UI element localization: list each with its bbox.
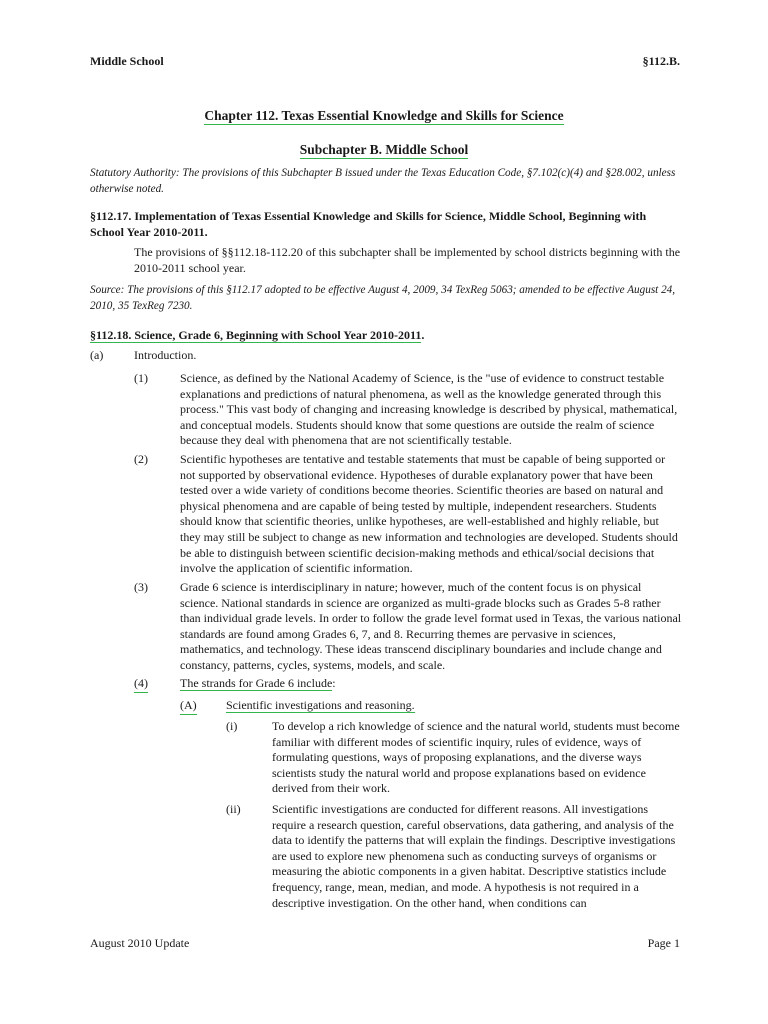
section-112-18-heading: §112.18. Science, Grade 6, Beginning with School Year 2010-2011. [90,328,425,342]
sub-list-item-label: (ii) [226,802,241,816]
list-item-text: Science, as defined by the National Academy of Science, is the "use of evidence to construct testable explanations and predictions of natural phenomena, as well as the knowledge generated through this process." This vast body of changing and increasing knowledge is described by physical, mathematical, and conceptual models. Students should know that some questions are outside the realm of science because they deal with phenomena that are not scientifically testable. [180,371,678,448]
sub-list-item [226,719,682,797]
chapter-title: Chapter 112. Texas Essential Knowledge and Skills for Science [204,108,564,123]
header-left: Middle School [90,54,164,68]
list-item [134,676,682,692]
page-number: Page 1 [647,936,680,950]
list-item [134,371,682,449]
list-item-text: Scientific hypotheses are tentative and testable statements that must be capable of being supported or not supported by observational evidence. Hypotheses of durable explanatory power that have been tested over a wide variety of conditions become theories. Scientific theories are based on natural and physical phenomena and are capable of being tested by multiple, independent researchers. Students should know that scientific theories, unlike hypotheses, are well-established and highly reliable, but they may still be subject to change as new information and technologies are developed. Students should be able to distinguish between scientific decision-making methods and ethical/social decisions that involve the application of scientific information. [180,452,678,576]
running-header [90,54,680,69]
page-footer [90,936,680,951]
list-item-label: (4) [134,676,148,693]
statutory-authority: Statutory Authority: The provisions of this Subchapter B issued under the Texas Education Code, §7.102(c)(4) and §28.002, unless otherwise noted. [90,167,676,195]
list-item [134,452,682,577]
list-item-text: The strands for Grade 6 include: [180,676,336,690]
list-item-label: (1) [134,371,148,385]
strand-a-title: Scientific investigations and reasoning. [226,698,415,712]
sub-list-item-text: To develop a rich knowledge of science and the natural world, students must become familiar with different modes of scientific inquiry, rules of evidence, ways of formulating questions, ways of proposing explanations, and the diverse ways scientists study the natural world and propose explanations based on evidence derived from their work. [272,719,680,796]
list-item-label: (3) [134,580,148,594]
header-right: §112.B. [642,54,680,68]
strand-a-label: (A) [180,698,197,715]
footer-left: August 2010 Update [90,936,190,950]
list-item [134,580,682,674]
section-112-17-source: Source: The provisions of this §112.17 adopted to be effective August 4, 2009, 34 TexReg 5063; amended to be effective August 24, 2010, 35 TexReg 7230. [90,284,676,312]
strand-a [180,698,682,714]
sub-list-item [226,802,682,911]
sub-list-item-text: Scientific investigations are conducted for different reasons. All investigations require a research question, careful observations, data gathering, and analysis of the data to identify the patterns that will explain the findings. Descriptive investigations are used to explore new phenomena such as conducting surveys of organisms or measuring the abiotic components in a given habitat. Descriptive statistics include frequency, range, mean, median, and mode. A hypothesis is not required in a descriptive investigation. On the other hand, when conditions can [272,802,676,910]
list-item-label: (2) [134,452,148,466]
subsection-a-title: Introduction. [134,348,197,362]
sub-list-item-label: (i) [226,719,238,733]
section-112-17-heading: §112.17. Implementation of Texas Essential Knowledge and Skills for Science, Middle School, Beginning with School Year 2010-2011. [90,209,647,239]
subsection-a-label: (a) [90,348,104,362]
list-item-text: Grade 6 science is interdisciplinary in nature; however, much of the content focus is on physical science. National standards in science are organized as multi-grade blocks such as Grades 5-8 rather than individual grade levels. In order to follow the grade level format used in Texas, the various national standards are found among Grades 6, 7, and 8. Recurring themes are pervasive in sciences, mathematics, and technology. These ideas transcend disciplinary boundaries and include change and constancy, patterns, cycles, systems, models, and scale. [180,580,682,672]
subchapter-title: Subchapter B. Middle School [299,142,469,157]
section-112-17-body: The provisions of §§112.18-112.20 of this subchapter shall be implemented by school districts beginning with the 2010-2011 school year. [134,245,681,275]
